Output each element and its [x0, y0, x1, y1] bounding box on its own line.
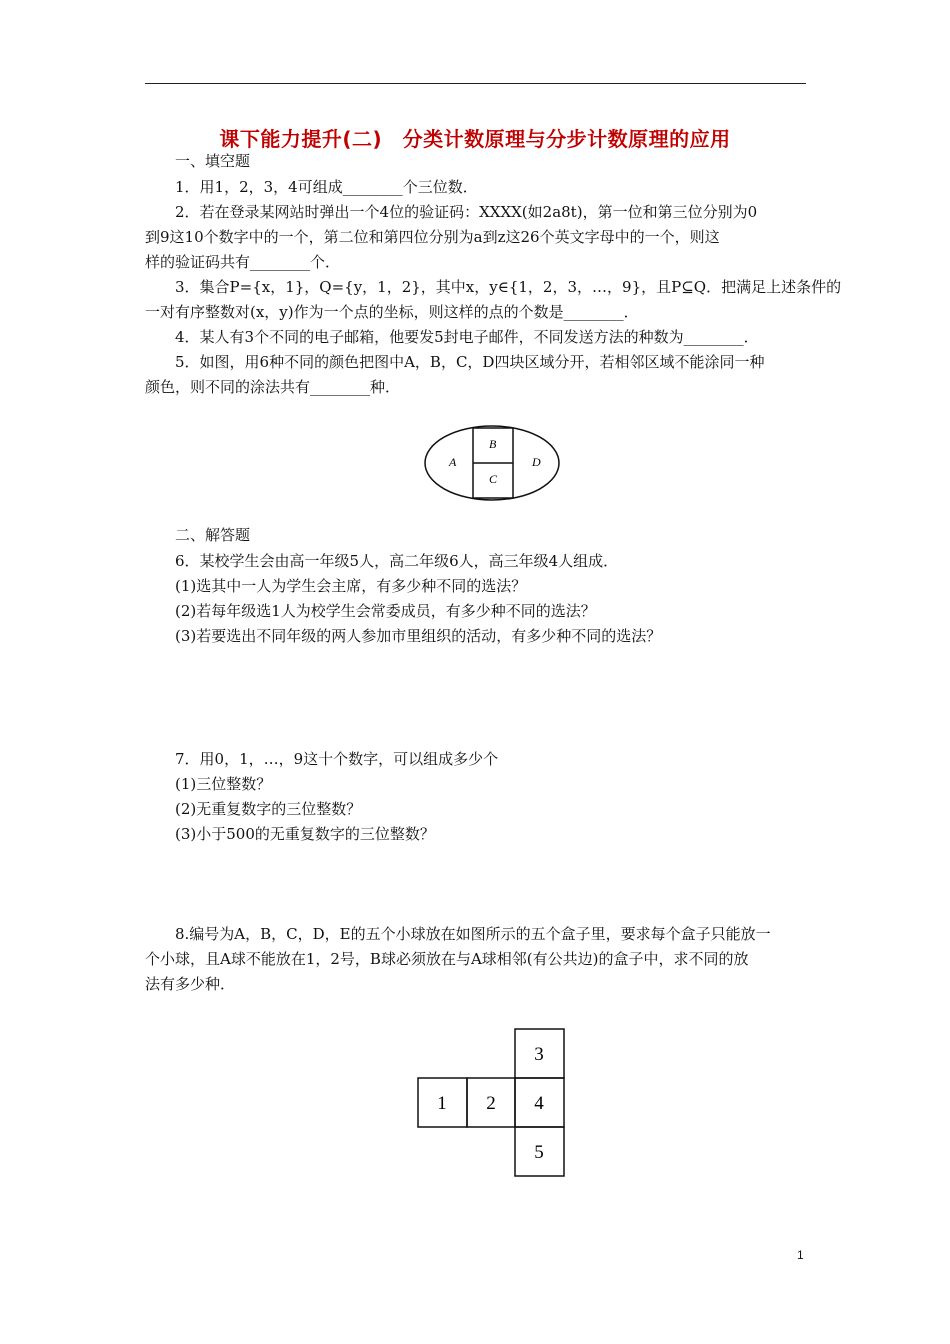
figure-numbered-boxes: [417, 1028, 567, 1178]
section-heading-fill-in: 一、填空题: [175, 152, 251, 170]
box-label-4: 4: [534, 1093, 544, 1114]
box-label-2: 2: [486, 1093, 496, 1114]
region-label-a: A: [449, 455, 457, 469]
question-8-line-1: 8.编号为A，B，C，D，E的五个小球放在如图所示的五个盒子里，要求每个盒子只能放一: [175, 925, 771, 943]
box-label-1: 1: [437, 1093, 447, 1114]
question-7-part-2: (2)无重复数字的三位整数？: [175, 800, 362, 818]
box-label-3: 3: [534, 1044, 544, 1065]
box-label-5: 5: [534, 1142, 544, 1163]
page-number: 1: [797, 1248, 804, 1262]
question-8-line-2: 个小球，且A球不能放在1，2号，B球必须放在与A球相邻(有公共边)的盒子中，求不同的放: [145, 950, 749, 968]
region-label-d: D: [532, 455, 541, 469]
section-heading-solutions: 二、解答题: [175, 526, 251, 544]
region-label-c: C: [489, 472, 498, 486]
question-3-line-2: 一对有序整数对(x，y)作为一个点的坐标，则这样的点的个数是________．: [145, 303, 639, 321]
question-5-line-1: 5．如图，用6种不同的颜色把图中A，B，C，D四块区域分开，若相邻区域不能涂同一种: [175, 353, 765, 371]
question-5-line-2: 颜色，则不同的涂法共有________种．: [145, 378, 401, 396]
page-title: 课下能力提升(二) 分类计数原理与分步计数原理的应用: [219, 127, 731, 151]
question-7-part-3: (3)小于500的无重复数字的三位整数？: [175, 825, 435, 843]
question-6-part-2: (2)若每年级选1人为校学生会常委成员，有多少种不同的选法？: [175, 602, 596, 620]
figure-ellipse-regions: [422, 423, 562, 503]
question-6-part-3: (3)若要选出不同年级的两人参加市里组织的活动，有多少种不同的选法？: [175, 627, 662, 645]
question-3-line-1: 3．集合P={x，1}，Q={y，1，2}，其中x，y∈{1，2，3，…，9}，且P⊆Q．把满足上述条件的: [175, 278, 842, 296]
question-2-line-2: 到9这10个数字中的一个，第二位和第四位分别为a到z这26个英文字母中的一个，则这: [145, 228, 720, 246]
question-6: 6．某校学生会由高一年级5人，高二年级6人，高三年级4人组成．: [175, 552, 619, 570]
question-2-line-1: 2．若在登录某网站时弹出一个4位的验证码：XXXX(如2a8t)，第一位和第三位分别为0: [175, 203, 758, 221]
header-rule: [145, 83, 806, 84]
question-8-line-3: 法有多少种．: [145, 975, 236, 993]
question-7: 7．用0，1，…，9这十个数字，可以组成多少个: [175, 750, 499, 768]
question-4: 4．某人有3个不同的电子邮箱，他要发5封电子邮件，不同发送方法的种数为________．: [175, 328, 759, 346]
question-1: 1．用1，2，3，4可组成________个三位数．: [175, 178, 478, 196]
question-6-part-1: (1)选其中一人为学生会主席，有多少种不同的选法？: [175, 577, 527, 595]
region-label-b: B: [489, 437, 497, 451]
question-2-line-3: 样的验证码共有________个．: [145, 253, 341, 271]
question-7-part-1: (1)三位整数？: [175, 775, 272, 793]
